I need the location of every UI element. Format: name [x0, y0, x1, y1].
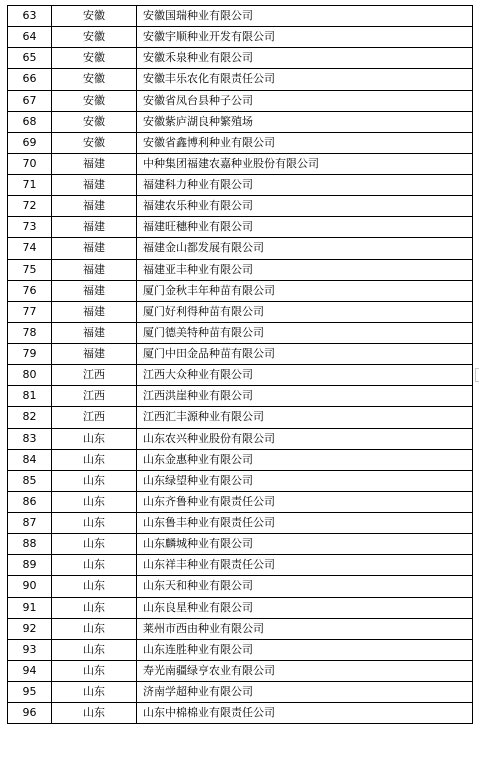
province-cell: 福建: [52, 344, 137, 365]
province-cell: 福建: [52, 322, 137, 343]
province-cell: 山东: [52, 703, 137, 724]
table-row: [8, 69, 473, 90]
province-cell: 福建: [52, 238, 137, 259]
table-row: [8, 153, 473, 174]
table-row: [8, 196, 473, 217]
row-number-cell: 85: [8, 470, 52, 491]
province-cell: 福建: [52, 259, 137, 280]
table-row: [8, 301, 473, 322]
table-row: [8, 280, 473, 301]
province-cell: 山东: [52, 513, 137, 534]
table-row: [8, 365, 473, 386]
row-number-cell: 79: [8, 344, 52, 365]
row-number-cell: 74: [8, 238, 52, 259]
table-body: [8, 6, 473, 724]
province-cell: 山东: [52, 491, 137, 512]
company-name-cell: 江西汇丰源种业有限公司: [137, 407, 473, 428]
row-number-cell: 88: [8, 534, 52, 555]
company-name-cell: 福建科力种业有限公司: [137, 175, 473, 196]
company-name-cell: 莱州市西由种业有限公司: [137, 618, 473, 639]
company-name-cell: 安徽宇顺种业开发有限公司: [137, 27, 473, 48]
company-name-cell: 安徽国瑞种业有限公司: [137, 6, 473, 27]
table-row: [8, 217, 473, 238]
company-name-cell: 山东中棉棉业有限责任公司: [137, 703, 473, 724]
province-cell: 山东: [52, 639, 137, 660]
company-name-cell: 山东绿望种业有限公司: [137, 470, 473, 491]
province-cell: 山东: [52, 576, 137, 597]
table-row: [8, 491, 473, 512]
company-name-cell: 山东金惠种业有限公司: [137, 449, 473, 470]
row-number-cell: 63: [8, 6, 52, 27]
row-number-cell: 91: [8, 597, 52, 618]
row-number-cell: 81: [8, 386, 52, 407]
table-row: [8, 344, 473, 365]
row-number-cell: 67: [8, 90, 52, 111]
province-cell: 福建: [52, 153, 137, 174]
row-number-cell: 82: [8, 407, 52, 428]
row-number-cell: 73: [8, 217, 52, 238]
company-name-cell: 山东麟城种业有限公司: [137, 534, 473, 555]
province-cell: 山东: [52, 660, 137, 681]
row-number-cell: 68: [8, 111, 52, 132]
table-row: [8, 660, 473, 681]
company-name-cell: 山东良星种业有限公司: [137, 597, 473, 618]
company-name-cell: 山东连胜种业有限公司: [137, 639, 473, 660]
company-name-cell: 江西大众种业有限公司: [137, 365, 473, 386]
table-row: [8, 639, 473, 660]
province-cell: 江西: [52, 407, 137, 428]
table-row: [8, 6, 473, 27]
company-name-cell: 福建农乐种业有限公司: [137, 196, 473, 217]
province-cell: 安徽: [52, 111, 137, 132]
company-name-cell: 厦门金秋丰年种苗有限公司: [137, 280, 473, 301]
row-number-cell: 87: [8, 513, 52, 534]
row-number-cell: 70: [8, 153, 52, 174]
province-cell: 安徽: [52, 132, 137, 153]
row-number-cell: 86: [8, 491, 52, 512]
province-cell: 江西: [52, 386, 137, 407]
row-number-cell: 69: [8, 132, 52, 153]
table-row: [8, 576, 473, 597]
table-row: [8, 407, 473, 428]
table-row: [8, 513, 473, 534]
province-cell: 山东: [52, 555, 137, 576]
company-list-table: [7, 5, 473, 724]
province-cell: 山东: [52, 470, 137, 491]
page-edge-marker: [475, 368, 479, 382]
row-number-cell: 93: [8, 639, 52, 660]
province-cell: 福建: [52, 280, 137, 301]
row-number-cell: 80: [8, 365, 52, 386]
row-number-cell: 95: [8, 682, 52, 703]
province-cell: 福建: [52, 175, 137, 196]
company-name-cell: 安徽紫庐湖良种繁殖场: [137, 111, 473, 132]
table-row: [8, 259, 473, 280]
province-cell: 福建: [52, 217, 137, 238]
province-cell: 山东: [52, 428, 137, 449]
table-row: [8, 534, 473, 555]
table-row: [8, 322, 473, 343]
row-number-cell: 72: [8, 196, 52, 217]
row-number-cell: 77: [8, 301, 52, 322]
row-number-cell: 83: [8, 428, 52, 449]
row-number-cell: 84: [8, 449, 52, 470]
province-cell: 安徽: [52, 90, 137, 111]
company-name-cell: 安徽禾泉种业有限公司: [137, 48, 473, 69]
table-row: [8, 597, 473, 618]
province-cell: 安徽: [52, 48, 137, 69]
row-number-cell: 64: [8, 27, 52, 48]
table-row: [8, 618, 473, 639]
row-number-cell: 92: [8, 618, 52, 639]
province-cell: 山东: [52, 597, 137, 618]
table-row: [8, 48, 473, 69]
company-name-cell: 安徽省鑫博利种业有限公司: [137, 132, 473, 153]
table-row: [8, 175, 473, 196]
province-cell: 安徽: [52, 69, 137, 90]
table-row: [8, 111, 473, 132]
row-number-cell: 90: [8, 576, 52, 597]
row-number-cell: 66: [8, 69, 52, 90]
row-number-cell: 89: [8, 555, 52, 576]
row-number-cell: 76: [8, 280, 52, 301]
table-row: [8, 428, 473, 449]
province-cell: 安徽: [52, 6, 137, 27]
company-name-cell: 山东天和种业有限公司: [137, 576, 473, 597]
company-name-cell: 中种集团福建农嘉种业股份有限公司: [137, 153, 473, 174]
company-name-cell: 福建亚丰种业有限公司: [137, 259, 473, 280]
table-row: [8, 470, 473, 491]
province-cell: 江西: [52, 365, 137, 386]
company-name-cell: 山东祥丰种业有限责任公司: [137, 555, 473, 576]
table-row: [8, 449, 473, 470]
table-row: [8, 90, 473, 111]
company-name-cell: 寿光南疆绿亨农业有限公司: [137, 660, 473, 681]
company-name-cell: 福建旺穗种业有限公司: [137, 217, 473, 238]
company-name-cell: 安徽丰乐农化有限责任公司: [137, 69, 473, 90]
table-row: [8, 682, 473, 703]
company-list-table-container: [7, 5, 472, 724]
company-name-cell: 厦门好利得种苗有限公司: [137, 301, 473, 322]
table-row: [8, 555, 473, 576]
row-number-cell: 75: [8, 259, 52, 280]
company-name-cell: 山东鲁丰种业有限责任公司: [137, 513, 473, 534]
company-name-cell: 江西洪崖种业有限公司: [137, 386, 473, 407]
table-row: [8, 703, 473, 724]
row-number-cell: 71: [8, 175, 52, 196]
company-name-cell: 济南学超种业有限公司: [137, 682, 473, 703]
province-cell: 山东: [52, 618, 137, 639]
table-row: [8, 386, 473, 407]
province-cell: 山东: [52, 682, 137, 703]
row-number-cell: 78: [8, 322, 52, 343]
province-cell: 福建: [52, 301, 137, 322]
company-name-cell: 山东齐鲁种业有限责任公司: [137, 491, 473, 512]
row-number-cell: 65: [8, 48, 52, 69]
province-cell: 安徽: [52, 27, 137, 48]
province-cell: 福建: [52, 196, 137, 217]
table-row: [8, 132, 473, 153]
company-name-cell: 山东农兴种业股份有限公司: [137, 428, 473, 449]
company-name-cell: 厦门德美特种苗有限公司: [137, 322, 473, 343]
company-name-cell: 福建金山都发展有限公司: [137, 238, 473, 259]
company-name-cell: 安徽省凤台县种子公司: [137, 90, 473, 111]
company-name-cell: 厦门中田金品种苗有限公司: [137, 344, 473, 365]
province-cell: 山东: [52, 534, 137, 555]
table-row: [8, 238, 473, 259]
province-cell: 山东: [52, 449, 137, 470]
row-number-cell: 94: [8, 660, 52, 681]
table-row: [8, 27, 473, 48]
row-number-cell: 96: [8, 703, 52, 724]
